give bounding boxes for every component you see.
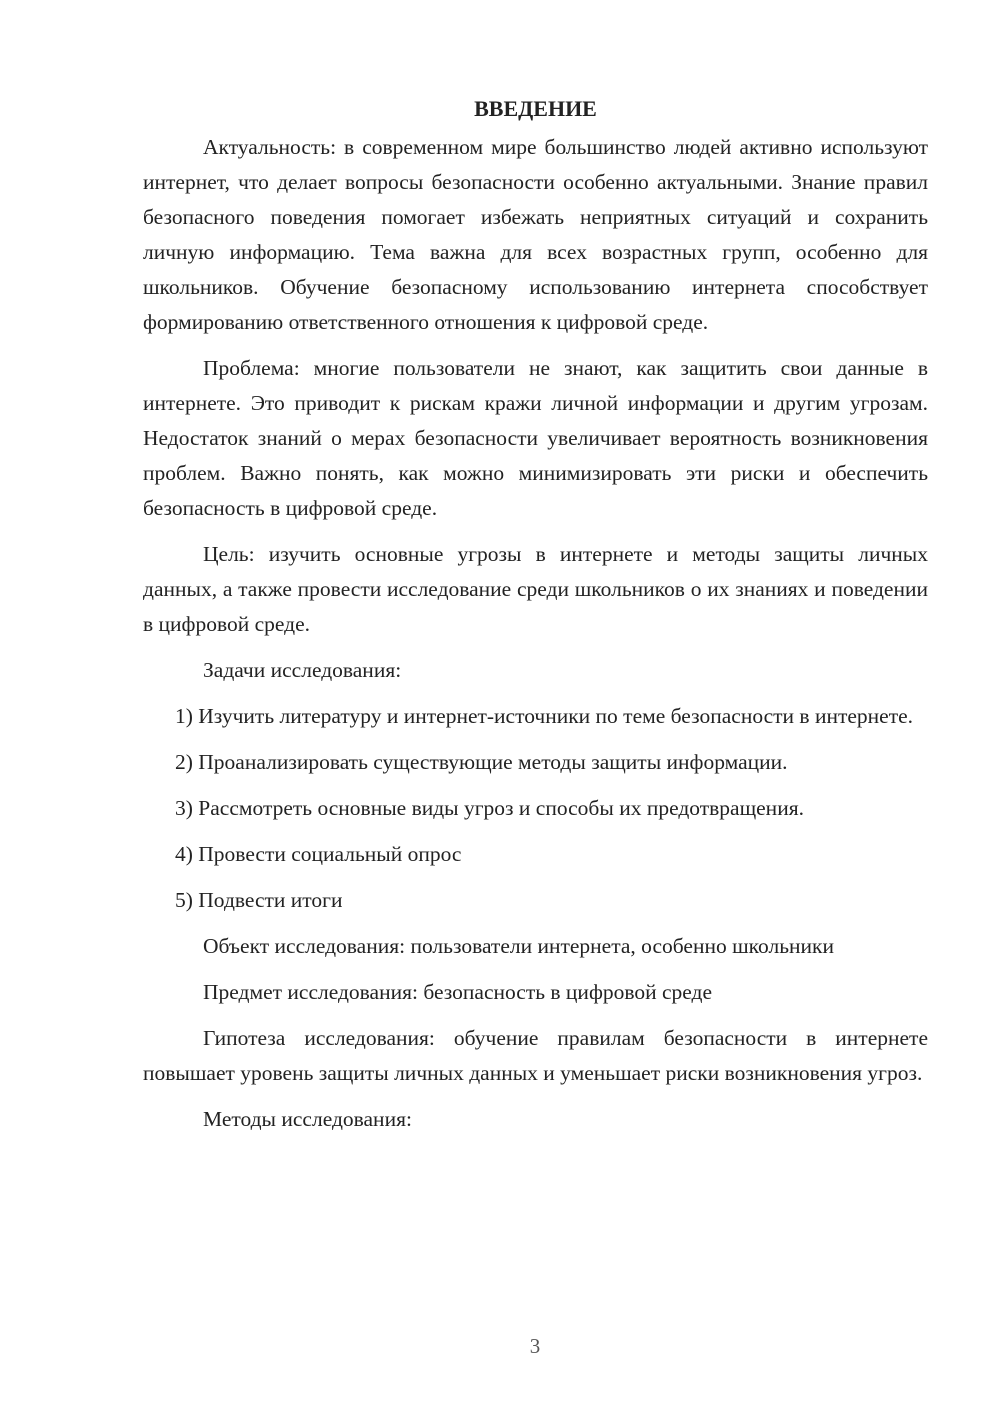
subject-paragraph: Предмет исследования: безопасность в цифровой среде bbox=[203, 980, 713, 1004]
task-item-4: 4) Провести социальный опрос bbox=[175, 842, 462, 866]
object-paragraph: Объект исследования: пользователи интернета, особенно школьники bbox=[203, 934, 834, 958]
task-item-3: 3) Рассмотреть основные виды угроз и способы их предотвращения. bbox=[175, 796, 804, 820]
problem-paragraph: Проблема: многие пользователи не знают, как защитить свои данные в интернете. Это приводит к рискам кражи личной информации и другим угрозам. Недостаток знаний о мерах безопасности увеличивает вероятность возникновения проблем. Важно понять, как можно минимизировать эти риски и обеспечить безопасность в цифровой среде. bbox=[143, 356, 928, 520]
page-number: 3 bbox=[529, 1334, 541, 1358]
relevance-paragraph: Актуальность: в современном мире большинство людей активно используют интернет, что делает вопросы безопасности особенно актуальными. Знание правил безопасного поведения помогает избежать неприятных ситуаций и сохранить личную информацию. Тема важна для всех возрастных групп, особенно для школьников. Обучение безопасному использованию интернета способствует формированию ответственного отношения к цифровой среде. bbox=[143, 135, 928, 334]
task-item-5: 5) Подвести итоги bbox=[175, 888, 343, 912]
methods-heading: Методы исследования: bbox=[203, 1107, 412, 1131]
hypothesis-paragraph: Гипотеза исследования: обучение правилам безопасности в интернете повышает уровень защиты личных данных и уменьшает риски возникновения угроз. bbox=[143, 1026, 928, 1085]
section-title: ВВЕДЕНИЕ bbox=[474, 96, 597, 121]
document-page bbox=[143, 92, 928, 1148]
goal-paragraph: Цель: изучить основные угрозы в интернете и методы защиты личных данных, а также провести исследование среди школьников о их знаниях и поведении в цифровой среде. bbox=[143, 542, 928, 636]
task-item-1: 1) Изучить литературу и интернет-источники по теме безопасности в интернете. bbox=[175, 704, 914, 728]
tasks-heading: Задачи исследования: bbox=[203, 658, 402, 682]
task-item-2: 2) Проанализировать существующие методы защиты информации. bbox=[175, 750, 788, 774]
